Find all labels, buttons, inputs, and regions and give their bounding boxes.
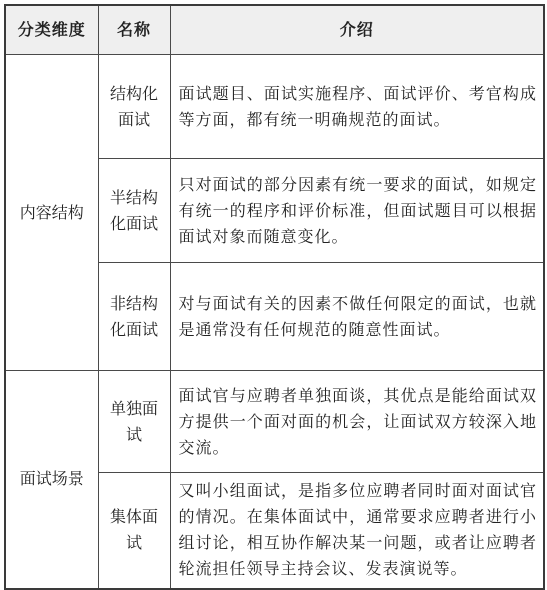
name-cell: 半结构化面试 xyxy=(98,159,170,263)
header-description: 介绍 xyxy=(170,5,544,55)
interview-classification-table-wrapper xyxy=(4,4,543,590)
description-cell: 面试题目、面试实施程序、面试评价、考官构成等方面，都有统一明确规范的面试。 xyxy=(170,55,544,159)
description-cell: 只对面试的部分因素有统一要求的面试，如规定有统一的程序和评价标准，但面试题目可以根据面试对象而随意变化。 xyxy=(170,159,544,263)
table-row xyxy=(5,55,544,159)
table-row xyxy=(5,371,544,473)
description-cell: 对与面试有关的因素不做任何限定的面试，也就是通常没有任何规范的随意性面试。 xyxy=(170,263,544,371)
description-cell: 面试官与应聘者单独面谈，其优点是能给面试双方提供一个面对面的机会，让面试双方较深入地交流。 xyxy=(170,371,544,473)
dimension-cell-interview-scene: 面试场景 xyxy=(5,371,98,589)
interview-classification-table xyxy=(4,4,545,590)
description-cell: 又叫小组面试，是指多位应聘者同时面对面试官的情况。在集体面试中，通常要求应聘者进行小组讨论，相互协作解决某一问题，或者让应聘者轮流担任领导主持会议、发表演说等。 xyxy=(170,473,544,589)
header-dimension: 分类维度 xyxy=(5,5,98,55)
header-name: 名称 xyxy=(98,5,170,55)
dimension-cell-content-structure: 内容结构 xyxy=(5,55,98,371)
table-header-row xyxy=(5,5,544,55)
name-cell: 非结构化面试 xyxy=(98,263,170,371)
name-cell: 集体面试 xyxy=(98,473,170,589)
name-cell: 结构化面试 xyxy=(98,55,170,159)
name-cell: 单独面试 xyxy=(98,371,170,473)
